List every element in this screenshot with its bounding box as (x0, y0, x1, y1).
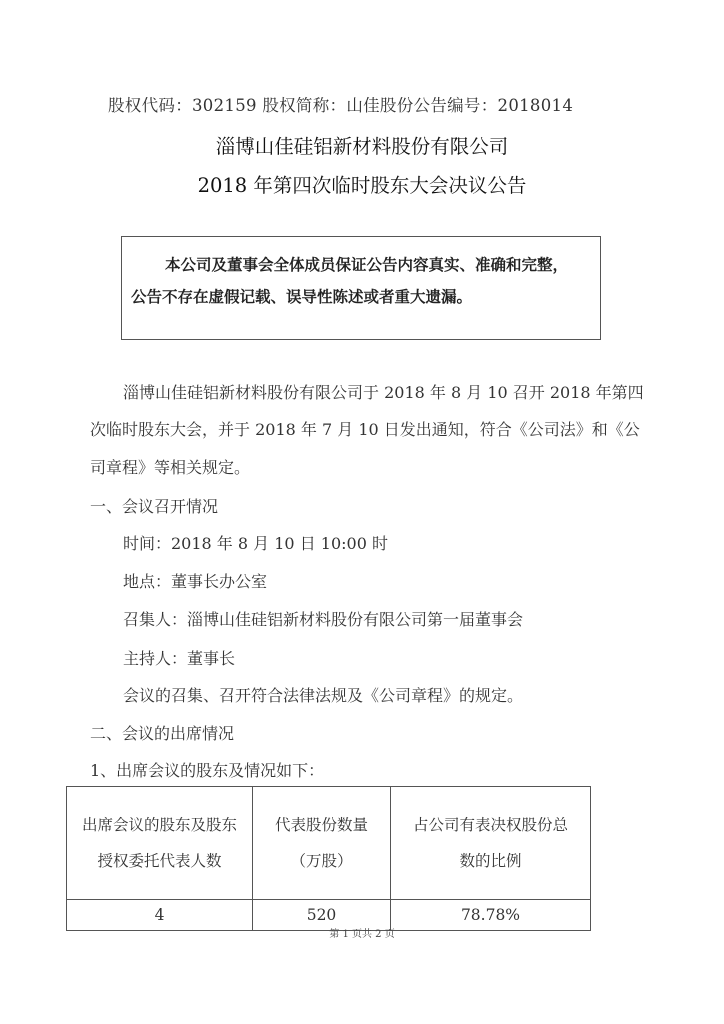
meeting-convener: 召集人：淄博山佳硅铝新材料股份有限公司第一届董事会 (123, 610, 524, 629)
header-shares-line-1: 代表股份数量 (274, 816, 368, 834)
intro-line-2: 次临时股东大会，并于 2018 年 7 月 10 日发出通知，符合《公司法》和《公 (90, 420, 640, 439)
table-header-row (67, 787, 591, 900)
cell-share-ratio: 78.78% (391, 900, 591, 931)
meeting-compliance: 会议的召集、召开符合法律法规及《公司章程》的规定。 (123, 686, 524, 705)
notice-line-1: 本公司及董事会全体成员保证公告内容真实、准确和完整， (165, 255, 569, 274)
header-ratio-line-1: 占公司有表决权股份总 (412, 816, 568, 834)
header-ratio-line-2: 数的比例 (459, 852, 522, 870)
announcement-title: 2018 年第四次临时股东大会决议公告 (197, 174, 527, 197)
company-title: 淄博山佳硅铝新材料股份有限公司 (215, 135, 509, 158)
attendance-table (66, 786, 591, 931)
page-footer: 第 1 页共 2 页 (329, 929, 395, 940)
section2-heading: 二、会议的出席情况 (90, 724, 235, 743)
header-shares-line-2: （万股） (290, 852, 353, 870)
meeting-host: 主持人：董事长 (123, 649, 236, 668)
section2-sub1: 1、出席会议的股东及情况如下： (90, 761, 325, 780)
notice-line-2: 公告不存在虚假记载、误导性陈述或者重大遗漏。 (131, 287, 473, 306)
header-cell-attendees (67, 787, 253, 900)
stock-code-line: 股权代码：302159 股权简称：山佳股份公告编号：2018014 (108, 96, 574, 115)
intro-line-3: 司章程》等相关规定。 (90, 458, 251, 477)
header-cell-shares (253, 787, 391, 900)
cell-share-amount: 520 (253, 900, 391, 931)
header-attendees-line-2: 授权委托代表人数 (97, 852, 222, 870)
cell-attendee-count: 4 (67, 900, 253, 931)
header-attendees-line-1: 出席会议的股东及股东 (81, 816, 237, 834)
header-cell-ratio (391, 787, 591, 900)
meeting-time: 时间：2018 年 8 月 10 日 10:00 时 (123, 534, 388, 553)
meeting-place: 地点：董事长办公室 (123, 572, 268, 591)
section1-heading: 一、会议召开情况 (90, 497, 219, 516)
intro-line-1: 淄博山佳硅铝新材料股份有限公司于 2018 年 8 月 10 召开 2018 年第四 (123, 383, 644, 402)
